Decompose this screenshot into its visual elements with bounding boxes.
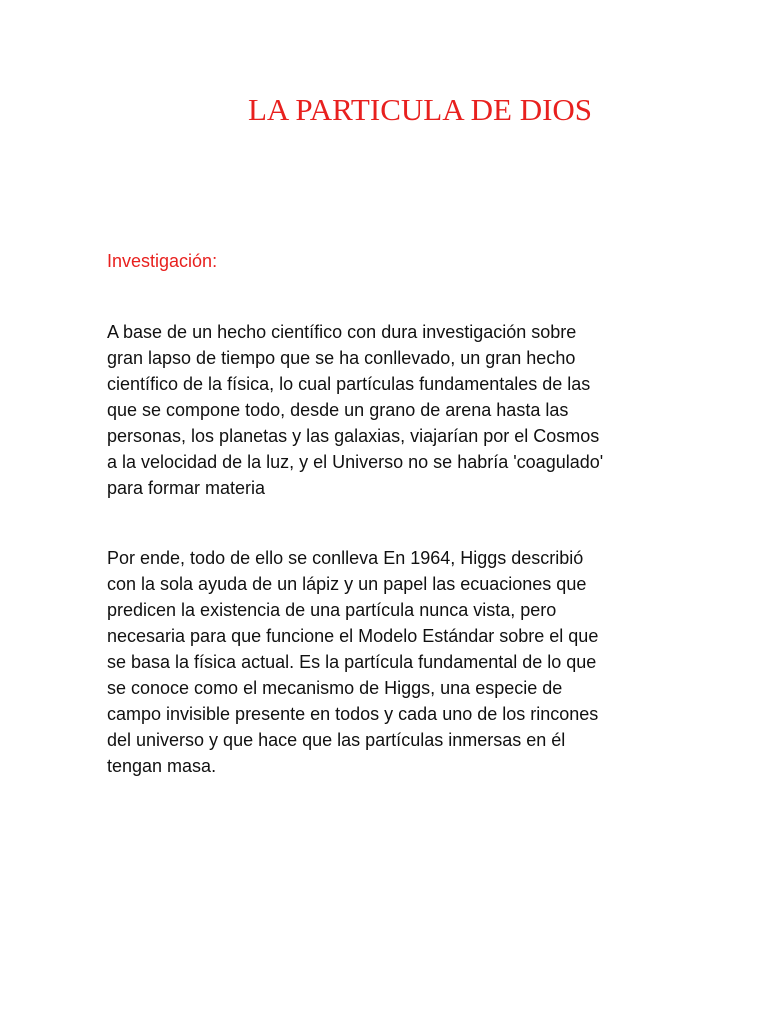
paragraph-line: personas, los planetas y las galaxias, viajarían por el Cosmos	[107, 426, 600, 446]
paragraph-line: del universo y que hace que las partículas inmersas en él	[107, 730, 566, 750]
paragraph-line: científico de la física, lo cual partículas fundamentales de las	[107, 374, 591, 394]
paragraph-line: gran lapso de tiempo que se ha conllevado, un gran hecho	[107, 348, 576, 368]
document-title: LA PARTICULA DE DIOS	[247, 92, 593, 127]
paragraph-line: campo invisible presente en todos y cada uno de los rincones	[107, 704, 599, 724]
paragraph-line: con la sola ayuda de un lápiz y un papel las ecuaciones que	[107, 574, 587, 594]
paragraph-line: necesaria para que funcione el Modelo Estándar sobre el que	[107, 626, 599, 646]
paragraph-line: a la velocidad de la luz, y el Universo no se habría 'coagulado'	[107, 452, 604, 472]
paragraph-line: que se compone todo, desde un grano de arena hasta las	[107, 400, 569, 420]
section-heading-investigacion: Investigación:	[107, 251, 218, 271]
paragraph-line: predicen la existencia de una partícula nunca vista, pero	[107, 600, 557, 620]
paragraph-line: tengan masa.	[107, 756, 217, 776]
paragraph-line: se basa la física actual. Es la partícula fundamental de lo que	[107, 652, 597, 672]
paragraph-line: A base de un hecho científico con dura investigación sobre	[107, 322, 577, 342]
paragraph-line: Por ende, todo de ello se conlleva En 1964, Higgs describió	[107, 548, 584, 568]
paragraph-line: se conoce como el mecanismo de Higgs, una especie de	[107, 678, 563, 698]
paragraph-2	[107, 545, 687, 779]
paragraph-line: para formar materia	[107, 478, 266, 498]
paragraph-1	[107, 319, 687, 501]
